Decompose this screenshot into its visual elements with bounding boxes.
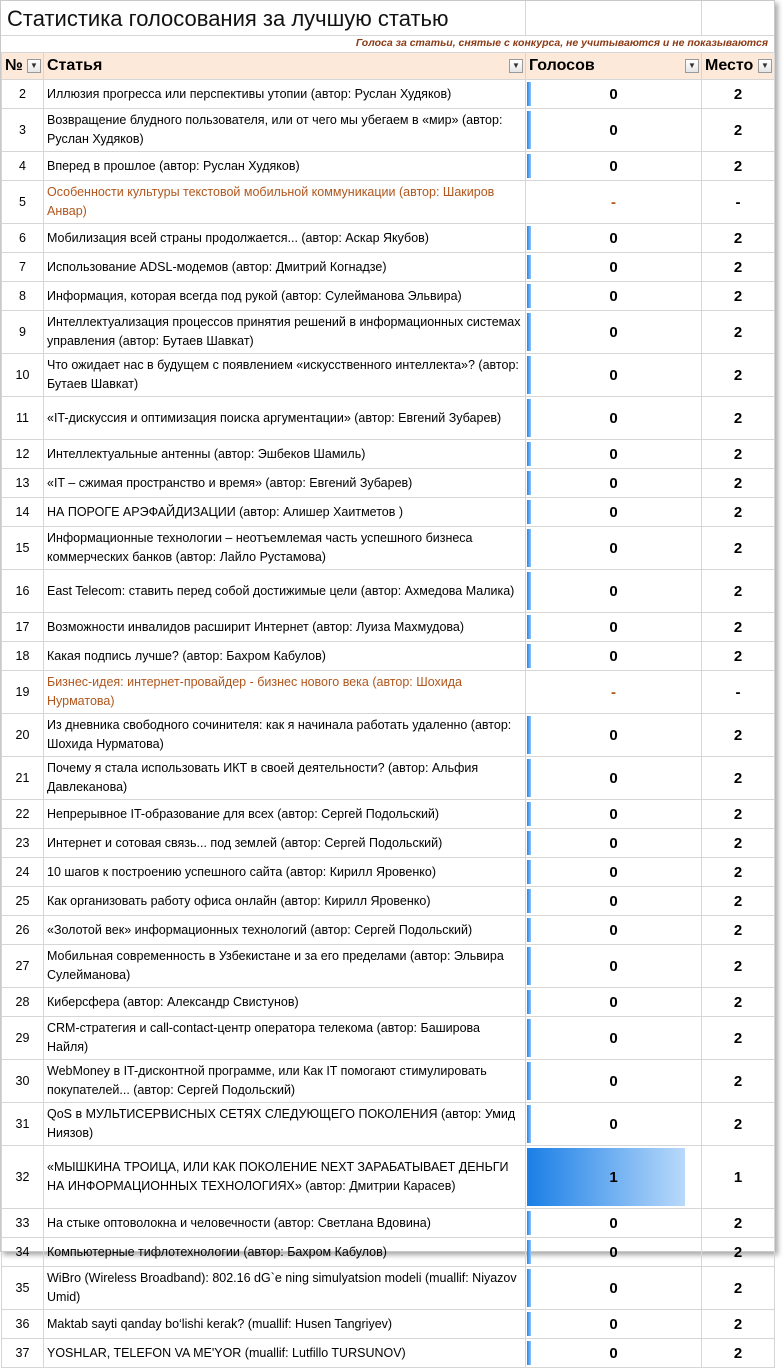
- votes-value: 0: [609, 834, 618, 852]
- place-value: 2: [702, 80, 775, 109]
- row-number: 18: [2, 642, 44, 671]
- table-row: [2, 1060, 775, 1103]
- row-number: 20: [2, 714, 44, 757]
- row-number: 17: [2, 613, 44, 642]
- article-title: QoS в МУЛЬТИСЕРВИСНЫХ СЕТЯХ СЛЕДУЮЩЕГО ПОКОЛЕНИЯ (автор: Умид Ниязов): [44, 1103, 526, 1146]
- header-place-label: Место: [705, 57, 754, 74]
- table-row: [2, 671, 775, 714]
- article-title: Компьютерные тифлотехнологии (автор: Бахром Кабулов): [44, 1238, 526, 1267]
- table-row: [2, 152, 775, 181]
- article-title: «IT – сжимая пространство и время» (автор: Евгений Зубарев): [44, 469, 526, 498]
- votes-value: 0: [609, 1279, 618, 1297]
- row-number: 28: [2, 988, 44, 1017]
- votes-bar: [527, 615, 531, 639]
- article-title: Что ожидает нас в будущем с появлением «искусственного интеллекта»? (автор: Бутаев Шавкат): [44, 354, 526, 397]
- table-row: [2, 1146, 775, 1209]
- table-row: [2, 642, 775, 671]
- place-value: 2: [702, 152, 775, 181]
- row-number: 7: [2, 253, 44, 282]
- table-row: [2, 757, 775, 800]
- table-row: [2, 1238, 775, 1267]
- place-value: 2: [702, 1339, 775, 1368]
- votes-value: 0: [609, 287, 618, 305]
- row-number: 19: [2, 671, 44, 714]
- row-number: 3: [2, 109, 44, 152]
- article-title: Особенности культуры текстовой мобильной коммуникации (автор: Шакиров Анвар): [44, 181, 526, 224]
- header-votes-label: Голосов: [529, 57, 595, 74]
- votes-bar: [527, 1269, 531, 1307]
- page-title: Статистика голосования за лучшую статью: [7, 6, 449, 31]
- table-row: [2, 80, 775, 109]
- header-votes: [526, 53, 702, 80]
- votes-value: 0: [609, 1029, 618, 1047]
- votes-bar: [527, 889, 531, 913]
- article-title: Непрерывное IT-образование для всех (автор: Сергей Подольский): [44, 800, 526, 829]
- votes-cell: [526, 1310, 702, 1339]
- votes-bar: [527, 442, 531, 466]
- row-number: 14: [2, 498, 44, 527]
- row-number: 37: [2, 1339, 44, 1368]
- grid-line: [701, 1, 702, 35]
- article-title: Вперед в прошлое (автор: Руслан Худяков): [44, 152, 526, 181]
- votes-value: 0: [609, 503, 618, 521]
- votes-value: 0: [609, 409, 618, 427]
- row-number: 33: [2, 1209, 44, 1238]
- votes-cell: [526, 829, 702, 858]
- place-value: 2: [702, 714, 775, 757]
- place-value: 2: [702, 1310, 775, 1339]
- row-number: 35: [2, 1267, 44, 1310]
- article-title: Бизнес-идея: интернет-провайдер - бизнес нового века (автор: Шохида Нурматова): [44, 671, 526, 714]
- article-title: Как организовать работу офиса онлайн (автор: Кирилл Яровенко): [44, 887, 526, 916]
- votes-cell: [526, 642, 702, 671]
- table-row: [2, 1267, 775, 1310]
- votes-bar: [527, 313, 531, 351]
- dropdown-arrow-icon[interactable]: ▼: [509, 59, 523, 73]
- article-title: «IT-дискуссия и оптимизация поиска аргументации» (автор: Евгений Зубарев): [44, 397, 526, 440]
- article-title: Возможности инвалидов расширит Интернет (автор: Луиза Махмудова): [44, 613, 526, 642]
- votes-cell: [526, 1146, 702, 1209]
- place-value: 2: [702, 1103, 775, 1146]
- votes-cell: [526, 1209, 702, 1238]
- place-value: 2: [702, 829, 775, 858]
- article-title: Интеллектуальные антенны (автор: Эшбеков Шамиль): [44, 440, 526, 469]
- place-value: 2: [702, 916, 775, 945]
- article-title: Maktab sayti qanday bo‘lishi kerak? (muallif: Husen Tangriyev): [44, 1310, 526, 1339]
- place-value: 2: [702, 570, 775, 613]
- article-title: «Золотой век» информационных технологий (автор: Сергей Подольский): [44, 916, 526, 945]
- votes-cell: [526, 858, 702, 887]
- votes-value: 0: [609, 769, 618, 787]
- votes-bar: [527, 255, 531, 279]
- place-value: 2: [702, 642, 775, 671]
- row-number: 34: [2, 1238, 44, 1267]
- note-row: [1, 35, 774, 52]
- place-value: 2: [702, 354, 775, 397]
- table-row: [2, 945, 775, 988]
- place-value: 2: [702, 1238, 775, 1267]
- votes-bar: [527, 500, 531, 524]
- row-number: 2: [2, 80, 44, 109]
- row-number: 21: [2, 757, 44, 800]
- place-value: 2: [702, 613, 775, 642]
- votes-cell: [526, 282, 702, 311]
- row-number: 27: [2, 945, 44, 988]
- place-value: 2: [702, 527, 775, 570]
- article-title: Использование ADSL-модемов (автор: Дмитрий Когнадзе): [44, 253, 526, 282]
- table-row: [2, 253, 775, 282]
- article-title: НА ПОРОГЕ АРЭФАЙДИЗАЦИИ (автор: Алишер Хаитметов ): [44, 498, 526, 527]
- row-number: 9: [2, 311, 44, 354]
- votes-cell: [526, 1238, 702, 1267]
- article-title: Из дневника свободного сочинителя: как я начинала работать удаленно (автор: Шохида Нурматова): [44, 714, 526, 757]
- table-row: [2, 224, 775, 253]
- table-body: [2, 80, 775, 1368]
- votes-cell: [526, 1017, 702, 1060]
- article-title: Мобилизация всей страны продолжается... (автор: Аскар Якубов): [44, 224, 526, 253]
- votes-bar: [527, 154, 531, 178]
- votes-cell: [526, 224, 702, 253]
- row-number: 4: [2, 152, 44, 181]
- article-title: Киберсфера (автор: Александр Свистунов): [44, 988, 526, 1017]
- table-row: [2, 469, 775, 498]
- votes-bar: [527, 759, 531, 797]
- votes-cell: [526, 887, 702, 916]
- row-number: 29: [2, 1017, 44, 1060]
- votes-value: 0: [609, 121, 618, 139]
- votes-cell: [526, 311, 702, 354]
- article-title: Мобильная современность в Узбекистане и за его пределами (автор: Эльвира Сулейманова): [44, 945, 526, 988]
- votes-cell: [526, 916, 702, 945]
- votes-cell: [526, 109, 702, 152]
- votes-value: 0: [609, 229, 618, 247]
- table-row: [2, 498, 775, 527]
- votes-value: 0: [609, 323, 618, 341]
- votes-value: 0: [609, 892, 618, 910]
- place-value: 2: [702, 1060, 775, 1103]
- results-table: [1, 52, 775, 1368]
- article-title: Почему я стала использовать ИКТ в своей деятельности? (автор: Альфия Давлеканова): [44, 757, 526, 800]
- votes-value: 0: [609, 863, 618, 881]
- row-number: 6: [2, 224, 44, 253]
- votes-bar: [527, 802, 531, 826]
- votes-bar: [527, 947, 531, 985]
- place-value: 2: [702, 469, 775, 498]
- votes-bar: [527, 1019, 531, 1057]
- place-value: 2: [702, 109, 775, 152]
- votes-value: 0: [609, 647, 618, 665]
- header-place: [702, 53, 775, 80]
- votes-value: 0: [609, 582, 618, 600]
- votes-cell: [526, 469, 702, 498]
- place-value: -: [702, 181, 775, 224]
- filter-icon[interactable]: ▼: [27, 59, 41, 73]
- votes-value: 0: [609, 258, 618, 276]
- votes-cell: [526, 570, 702, 613]
- article-title: CRM-стратегия и call-contact-центр оператора телекома (автор: Баширова Найля): [44, 1017, 526, 1060]
- votes-cell: [526, 1060, 702, 1103]
- article-title: YOSHLAR, TELEFON VA ME'YOR (muallif: Lutfillo TURSUNOV): [44, 1339, 526, 1368]
- row-number: 23: [2, 829, 44, 858]
- place-value: 2: [702, 397, 775, 440]
- votes-value: 0: [609, 921, 618, 939]
- votes-value: 0: [609, 1072, 618, 1090]
- votes-cell: [526, 800, 702, 829]
- place-value: 2: [702, 945, 775, 988]
- table-row: [2, 613, 775, 642]
- table-row: [2, 527, 775, 570]
- article-title: 10 шагов к построению успешного сайта (автор: Кирилл Яровенко): [44, 858, 526, 887]
- article-title: Какая подпись лучше? (автор: Бахром Кабулов): [44, 642, 526, 671]
- header-num: [2, 53, 44, 80]
- votes-bar: [527, 1148, 685, 1206]
- votes-bar: [527, 716, 531, 754]
- votes-cell: [526, 80, 702, 109]
- table-row: [2, 282, 775, 311]
- table-row: [2, 1339, 775, 1368]
- article-title: Информационные технологии – неотъемлемая часть успешного бизнеса коммерческих банков (автор: Лайло Рустамова): [44, 527, 526, 570]
- votes-cell: [526, 253, 702, 282]
- dropdown-arrow-icon[interactable]: ▼: [758, 59, 772, 73]
- table-row: [2, 1103, 775, 1146]
- votes-bar: [527, 831, 531, 855]
- row-number: 13: [2, 469, 44, 498]
- votes-value: -: [611, 193, 616, 211]
- row-number: 32: [2, 1146, 44, 1209]
- votes-bar: [527, 918, 531, 942]
- table-row: [2, 354, 775, 397]
- table-row: [2, 109, 775, 152]
- table-row: [2, 800, 775, 829]
- votes-bar: [527, 284, 531, 308]
- table-row: [2, 1310, 775, 1339]
- place-value: 2: [702, 988, 775, 1017]
- header-num-label: №: [5, 57, 23, 74]
- votes-cell: [526, 757, 702, 800]
- votes-bar: [527, 356, 531, 394]
- place-value: 2: [702, 440, 775, 469]
- place-value: 2: [702, 311, 775, 354]
- votes-bar: [527, 1312, 531, 1336]
- votes-bar: [527, 111, 531, 149]
- place-value: 2: [702, 887, 775, 916]
- table-row: [2, 714, 775, 757]
- votes-cell: [526, 714, 702, 757]
- article-title: На стыке оптоволокна и человечности (автор: Светлана Вдовина): [44, 1209, 526, 1238]
- table-row: [2, 829, 775, 858]
- header-article-label: Статья: [47, 57, 103, 74]
- article-title: Интеллектуализация процессов принятия решений в информационных системах управления (автор: Бутаев Шавкат): [44, 311, 526, 354]
- title-row: [1, 1, 774, 36]
- votes-bar: [527, 644, 531, 668]
- dropdown-arrow-icon[interactable]: ▼: [685, 59, 699, 73]
- row-number: 22: [2, 800, 44, 829]
- place-value: 2: [702, 224, 775, 253]
- article-title: East Telecom: ставить перед собой достижимые цели (автор: Ахмедова Малика): [44, 570, 526, 613]
- votes-cell: [526, 988, 702, 1017]
- table-row: [2, 1017, 775, 1060]
- votes-bar: [527, 399, 531, 437]
- row-number: 16: [2, 570, 44, 613]
- article-title: «МЫШКИНА ТРОИЦА, ИЛИ КАК ПОКОЛЕНИЕ NEXT ЗАРАБАТЫВАЕТ ДЕНЬГИ НА ИНФОРМАЦИОННЫХ ТЕХНОЛОГИЯХ» (автор: Дмитрии Карасев): [44, 1146, 526, 1209]
- article-title: Возвращение блудного пользователя, или от чего мы убегаем в «мир» (автор: Руслан Худяков): [44, 109, 526, 152]
- votes-bar: [527, 860, 531, 884]
- votes-bar: [527, 529, 531, 567]
- row-number: 11: [2, 397, 44, 440]
- votes-bar: [527, 1211, 531, 1235]
- votes-value: 0: [609, 805, 618, 823]
- place-value: -: [702, 671, 775, 714]
- place-value: 2: [702, 498, 775, 527]
- votes-cell: [526, 1339, 702, 1368]
- votes-cell: [526, 498, 702, 527]
- table-row: [2, 988, 775, 1017]
- votes-cell: [526, 1267, 702, 1310]
- votes-bar: [527, 226, 531, 250]
- grid-line: [525, 1, 526, 35]
- place-value: 2: [702, 757, 775, 800]
- votes-cell: [526, 1103, 702, 1146]
- votes-value: 0: [609, 1243, 618, 1261]
- votes-cell: [526, 397, 702, 440]
- votes-value: -: [611, 683, 616, 701]
- row-number: 31: [2, 1103, 44, 1146]
- votes-value: 0: [609, 157, 618, 175]
- table-row: [2, 858, 775, 887]
- place-value: 2: [702, 282, 775, 311]
- votes-cell: [526, 527, 702, 570]
- row-number: 8: [2, 282, 44, 311]
- row-number: 24: [2, 858, 44, 887]
- row-number: 26: [2, 916, 44, 945]
- votes-bar: [527, 1240, 531, 1264]
- votes-cell: [526, 354, 702, 397]
- article-title: Интернет и сотовая связь... под землей (автор: Сергей Подольский): [44, 829, 526, 858]
- votes-cell: [526, 671, 702, 714]
- place-value: 2: [702, 1017, 775, 1060]
- votes-value: 0: [609, 85, 618, 103]
- row-number: 10: [2, 354, 44, 397]
- votes-value: 0: [609, 957, 618, 975]
- header-row: [2, 53, 775, 80]
- table-row: [2, 397, 775, 440]
- votes-value: 0: [609, 1344, 618, 1362]
- article-title: Информация, которая всегда под рукой (автор: Сулейманова Эльвира): [44, 282, 526, 311]
- votes-value: 0: [609, 726, 618, 744]
- row-number: 5: [2, 181, 44, 224]
- votes-value: 0: [609, 993, 618, 1011]
- table-row: [2, 440, 775, 469]
- votes-bar: [527, 572, 531, 610]
- votes-value: 0: [609, 474, 618, 492]
- row-number: 12: [2, 440, 44, 469]
- table-row: [2, 916, 775, 945]
- place-value: 1: [702, 1146, 775, 1209]
- votes-value: 0: [609, 445, 618, 463]
- article-title: WiBro (Wireless Broadband): 802.16 dG`e ning simulyatsion modeli (muallif: Niyazov Umid): [44, 1267, 526, 1310]
- row-number: 36: [2, 1310, 44, 1339]
- votes-cell: [526, 945, 702, 988]
- votes-cell: [526, 440, 702, 469]
- row-number: 25: [2, 887, 44, 916]
- votes-cell: [526, 152, 702, 181]
- table-row: [2, 181, 775, 224]
- header-article: [44, 53, 526, 80]
- votes-bar: [527, 1105, 531, 1143]
- table-row: [2, 570, 775, 613]
- article-title: Иллюзия прогресса или перспективы утопии (автор: Руслан Худяков): [44, 80, 526, 109]
- table-row: [2, 311, 775, 354]
- place-value: 2: [702, 800, 775, 829]
- place-value: 2: [702, 1209, 775, 1238]
- votes-value: 0: [609, 618, 618, 636]
- votes-value: 1: [609, 1168, 618, 1186]
- row-number: 30: [2, 1060, 44, 1103]
- place-value: 2: [702, 858, 775, 887]
- place-value: 2: [702, 253, 775, 282]
- article-title: WebMoney в IT-дисконтной программе, или Как IT помогают стимулировать покупателей... (автор: Сергей Подольский): [44, 1060, 526, 1103]
- votes-bar: [527, 471, 531, 495]
- votes-value: 0: [609, 1214, 618, 1232]
- votes-value: 0: [609, 1115, 618, 1133]
- votes-bar: [527, 990, 531, 1014]
- table-row: [2, 1209, 775, 1238]
- row-number: 15: [2, 527, 44, 570]
- withdrawn-note: Голоса за статьи, снятые с конкурса, не учитываются и не показываются: [355, 37, 768, 49]
- place-value: 2: [702, 1267, 775, 1310]
- votes-bar: [527, 1062, 531, 1100]
- votes-cell: [526, 613, 702, 642]
- votes-bar: [527, 1341, 531, 1365]
- table-row: [2, 887, 775, 916]
- votes-bar: [527, 82, 531, 106]
- votes-value: 0: [609, 539, 618, 557]
- votes-value: 0: [609, 1315, 618, 1333]
- votes-cell: [526, 181, 702, 224]
- votes-value: 0: [609, 366, 618, 384]
